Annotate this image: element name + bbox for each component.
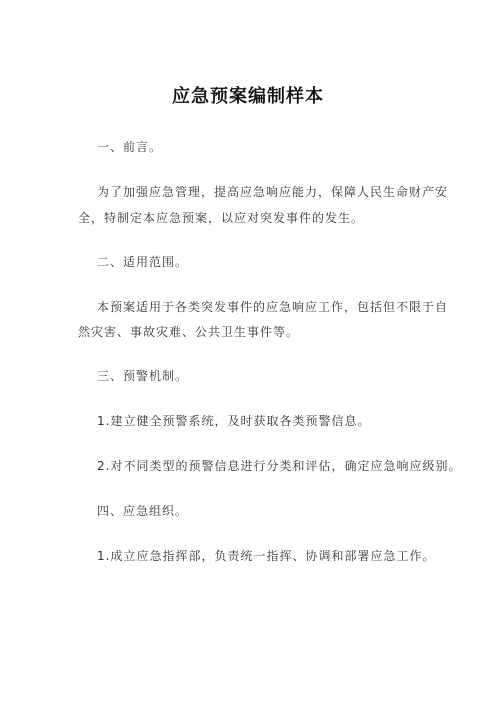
section-heading-scope: 二、适用范围。 — [97, 255, 189, 269]
paragraph-preface-line-1: 为了加强应急管理，提高应急响应能力，保障人民生命财产安 — [97, 185, 449, 199]
paragraph-warning-item-1: 1.建立健全预警系统，及时获取各类预警信息。 — [97, 414, 371, 428]
section-heading-warning: 三、预警机制。 — [97, 369, 189, 383]
paragraph-scope-line-2: 然灾害、事故灾难、公共卫生事件等。 — [78, 325, 300, 339]
section-heading-organization: 四、应急组织。 — [97, 504, 189, 518]
paragraph-warning-item-2: 2.对不同类型的预警信息进行分类和评估，确定应急响应级别。 — [97, 459, 462, 473]
document-title: 应急预案编制样本 — [172, 86, 324, 107]
paragraph-scope-line-1: 本预案适用于各类突发事件的应急响应工作，包括但不限于自 — [97, 300, 449, 314]
section-heading-preface: 一、前言。 — [97, 140, 163, 154]
paragraph-preface-line-2: 全，特制定本应急预案，以应对突发事件的发生。 — [78, 211, 365, 225]
paragraph-organization-item-1: 1.成立应急指挥部，负责统一指挥、协调和部署应急工作。 — [97, 549, 436, 563]
